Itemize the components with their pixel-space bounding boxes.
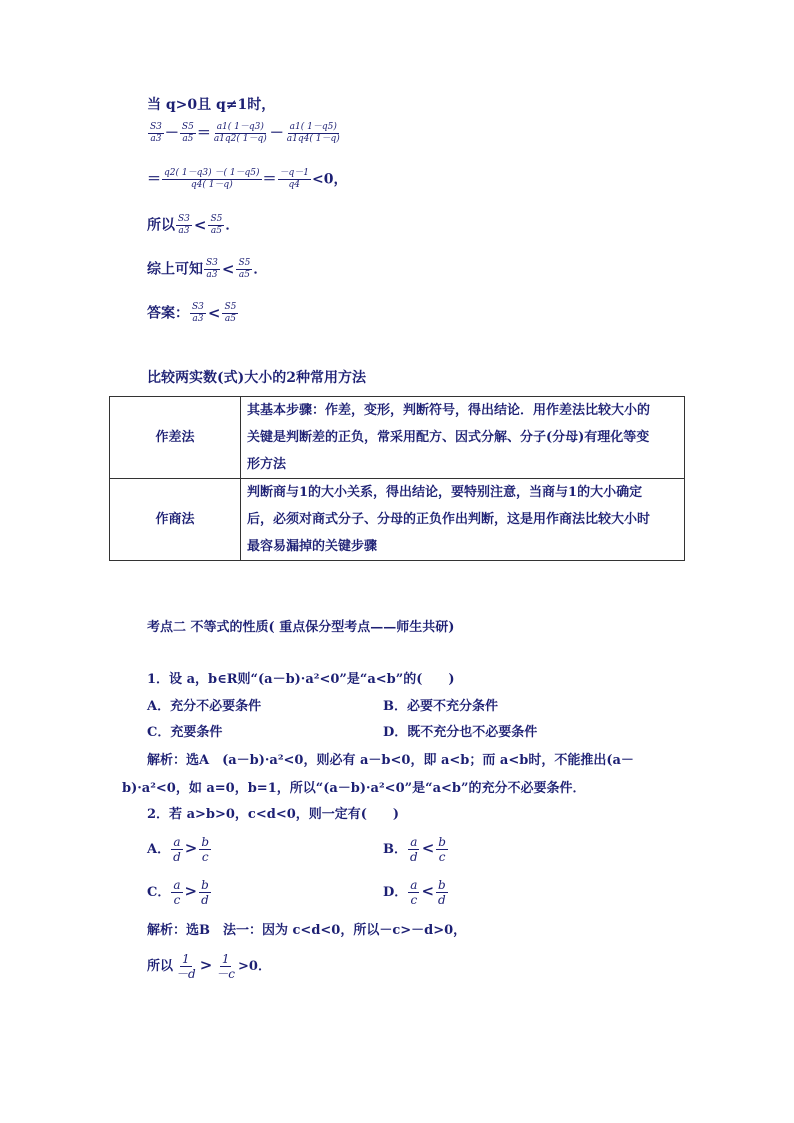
fraction: $\frac{a}{d}$: [173, 835, 181, 864]
q2-option-c: C． $\frac{a}{c}$ > $\frac{b}{d}$: [147, 878, 209, 907]
fraction: $\frac{a1( 1-q5)}{a1q4( 1-q)}$: [286, 122, 340, 144]
q2-option-d: D． $\frac{a}{c}$ < $\frac{b}{d}$: [383, 878, 446, 907]
table-row: [110, 397, 685, 479]
q1-option-a: A．充分不必要条件: [147, 699, 262, 714]
q2-option-b: B． $\frac{a}{d}$ < $\frac{b}{c}$: [383, 835, 446, 864]
fraction: $\frac{1}{-d}$: [176, 952, 196, 981]
condition-line: 当 q>0且 q≠1时，: [147, 97, 276, 113]
fraction: $\frac{S5}{a5}$: [238, 258, 251, 280]
q1-option-b: B．必要不充分条件: [383, 699, 498, 714]
fraction: $\frac{b}{c}$: [201, 835, 210, 864]
summary-line: 综上可知 $\frac{S3}{a3}$ < $\frac{S5}{a5}$ ．: [147, 258, 268, 280]
so-line: 所以 $\frac{S3}{a3}$ < $\frac{S5}{a5}$ ．: [147, 214, 240, 236]
methods-heading: 比较两实数(式)大小的2种常用方法: [147, 370, 366, 386]
fraction: $\frac{b}{c}$: [438, 835, 446, 864]
answer-line: 答案： $\frac{S3}{a3}$ < $\frac{S5}{a5}$: [147, 302, 237, 324]
fraction: $\frac{q2( 1-q3) -( 1-q5)}{q4( 1-q)}$: [164, 168, 260, 190]
q1-option-d: D．既不充分也不必要条件: [383, 725, 538, 740]
fraction: $\frac{-q-1}{q4}$: [279, 168, 310, 190]
equation-line-1: $\frac{S3}{a3}$ － $\frac{S5}{a5}$ ＝ $\frac{a1( 1-q3)}{a1q2( 1-q)}$ － $\frac{a1( 1-q5)}{a1q4( 1-q)}$: [150, 122, 340, 144]
fraction: $\frac{S5}{a5}$: [224, 302, 237, 324]
fraction: $\frac{a}{c}$: [173, 878, 181, 907]
method-description: 判断商与1的大小关系，得出结论，要特别注意，当商与1的大小确定 后，必须对商式分子、分母的正负作出判断，这是用作商法比较大小时 最容易漏掉的关键步骤: [241, 479, 685, 561]
fraction: $\frac{b}{d}$: [201, 878, 209, 907]
fraction: $\frac{a1( 1-q3)}{a1q2( 1-q)}$: [213, 122, 267, 144]
fraction: $\frac{a}{c}$: [410, 878, 418, 907]
q1-option-c: C．充要条件: [147, 725, 223, 740]
method-name: 作商法: [110, 479, 241, 561]
method-description: 其基本步骤：作差，变形，判断符号，得出结论．用作差法比较大小的 关键是判断差的正负，常采用配方、因式分解、分子(分母)有理化等变 形方法: [241, 397, 685, 479]
question-2-stem: 2．若 a>b>0，c<d<0，则一定有( ): [147, 807, 400, 822]
fraction: $\frac{S5}{a5}$: [181, 122, 194, 144]
fraction: $\frac{1}{-c}$: [216, 952, 236, 981]
method-name: 作差法: [110, 397, 241, 479]
fraction: $\frac{b}{d}$: [438, 878, 446, 907]
fraction: $\frac{a}{d}$: [410, 835, 418, 864]
table-row: [110, 479, 685, 561]
fraction: $\frac{S3}{a3}$: [206, 258, 218, 280]
fraction: $\frac{S3}{a3}$: [192, 302, 204, 324]
q1-analysis-line-2: b)·a²<0，如 a=0，b=1，所以“(a－b)·a²<0”是“a<b”的充分不必要条件．: [122, 781, 586, 796]
q1-analysis-line-1: 解析：选A (a－b)·a²<0，则必有 a－b<0，即 a<b；而 a<b时，不能推出(a－: [147, 753, 634, 768]
question-1-stem: 1．设 a，b∈R则“(a－b)·a²<0”是“a<b”的( ): [147, 672, 455, 687]
section-title: 考点二 不等式的性质( 重点保分型考点——师生共研): [147, 620, 455, 635]
q2-analysis-line-1: 解析：选B 法一：因为 c<d<0，所以－c>－d>0，: [147, 923, 467, 938]
fraction: $\frac{S5}{a5}$: [210, 214, 223, 236]
fraction: $\frac{S3}{a3}$: [178, 214, 190, 236]
q2-analysis-line-2: 所以 $\frac{1}{-d}$ > $\frac{1}{-c}$ >0．: [147, 952, 271, 981]
methods-table: [109, 396, 685, 561]
q2-option-a: A． $\frac{a}{d}$ > $\frac{b}{c}$: [147, 835, 210, 864]
equation-line-2: ＝ $\frac{q2( 1-q3) -( 1-q5)}{q4( 1-q)}$ ＝ $\frac{-q-1}{q4}$ <0，: [147, 168, 348, 190]
fraction: $\frac{S3}{a3}$: [150, 122, 162, 144]
